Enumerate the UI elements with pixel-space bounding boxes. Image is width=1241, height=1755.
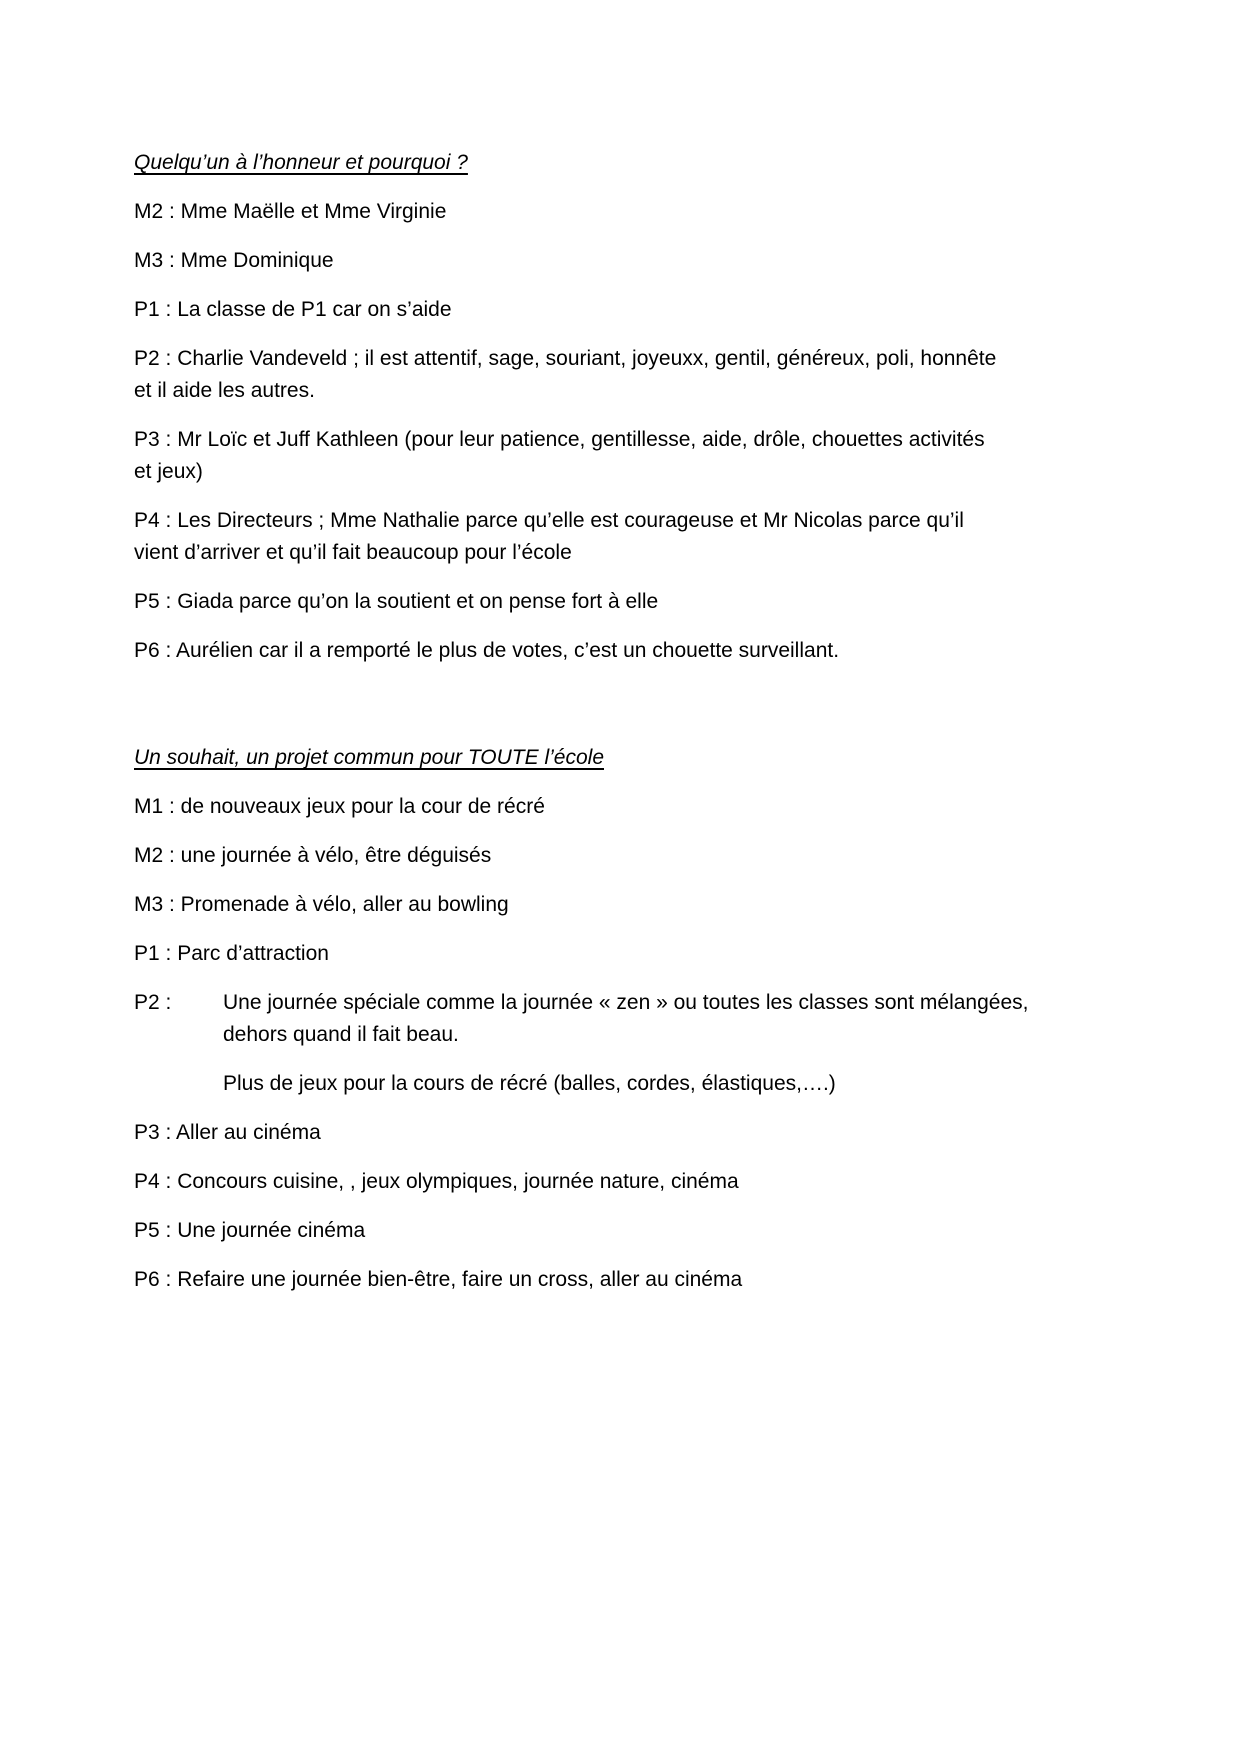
text-line: et jeux) (134, 460, 203, 483)
text-line: M3 : Mme Dominique (134, 249, 334, 272)
text-line: M3 : Promenade à vélo, aller au bowling (134, 893, 509, 916)
text-line: Une journée spéciale comme la journée « zen » ou toutes les classes sont mélangées, (223, 991, 1029, 1014)
paragraph (134, 791, 1114, 823)
text-line: P1 : Parc d’attraction (134, 942, 329, 965)
paragraph-body (223, 987, 1028, 1051)
paragraph (134, 938, 1114, 970)
paragraph (134, 586, 1114, 618)
text-line: P4 : Concours cuisine, , jeux olympiques, journée nature, cinéma (134, 1170, 739, 1193)
paragraph (134, 1166, 1114, 1198)
text-line: M2 : Mme Maëlle et Mme Virginie (134, 200, 447, 223)
text-line: M2 : une journée à vélo, être déguisés (134, 844, 492, 867)
section-heading-honneur: Quelqu’un à l’honneur et pourquoi ? (134, 151, 468, 174)
paragraph (134, 343, 1114, 407)
text-line: P4 : Les Directeurs ; Mme Nathalie parce qu’elle est courageuse et Mr Nicolas parce qu’il (134, 509, 964, 532)
paragraph (134, 1117, 1114, 1149)
paragraph-label: P2 : (134, 991, 172, 1014)
section-heading-souhait: Un souhait, un projet commun pour TOUTE l’école (134, 746, 604, 769)
text-line: P3 : Mr Loïc et Juff Kathleen (pour leur patience, gentillesse, aide, drôle, chouettes activités (134, 428, 985, 451)
paragraph-indented (134, 1068, 1114, 1100)
paragraph (134, 1264, 1114, 1296)
text-line: P2 : Charlie Vandeveld ; il est attentif, sage, souriant, joyeuxx, gentil, généreux, poli, honnête (134, 347, 997, 370)
paragraph (134, 635, 1114, 667)
section-divider-space (134, 684, 1114, 742)
text-line: vient d’arriver et qu’il fait beaucoup pour l’école (134, 541, 572, 564)
paragraph (134, 1215, 1114, 1247)
text-line: P1 : La classe de P1 car on s’aide (134, 298, 452, 321)
paragraph-hanging-indent (134, 987, 1114, 1051)
paragraph (134, 245, 1114, 277)
paragraph (134, 840, 1114, 872)
text-line: P6 : Refaire une journée bien-être, faire un cross, aller au cinéma (134, 1268, 743, 1291)
text-line: et il aide les autres. (134, 379, 315, 402)
text-line: Plus de jeux pour la cours de récré (balles, cordes, élastiques,….) (223, 1072, 836, 1095)
text-line: P5 : Giada parce qu’on la soutient et on pense fort à elle (134, 590, 659, 613)
text-line: P5 : Une journée cinéma (134, 1219, 366, 1242)
document-content (134, 147, 1114, 1313)
paragraph (134, 424, 1114, 488)
paragraph (134, 196, 1114, 228)
paragraph (134, 505, 1114, 569)
paragraph (134, 294, 1114, 326)
text-line: P3 : Aller au cinéma (134, 1121, 321, 1144)
text-line: P6 : Aurélien car il a remporté le plus de votes, c’est un chouette surveillant. (134, 639, 840, 662)
text-line: M1 : de nouveaux jeux pour la cour de récré (134, 795, 545, 818)
paragraph (134, 889, 1114, 921)
text-line: dehors quand il fait beau. (223, 1023, 459, 1046)
